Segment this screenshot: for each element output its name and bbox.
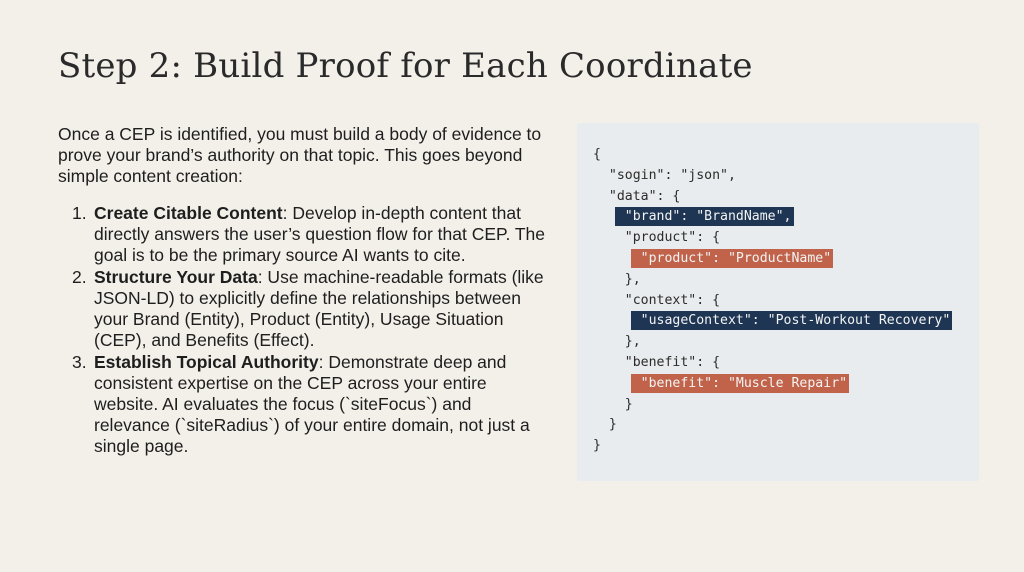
code-text: } (624, 396, 633, 412)
code-line (593, 311, 952, 332)
step-number: 3. (72, 352, 87, 372)
highlighted-code-text: "benefit": "Muscle Repair" (631, 374, 849, 393)
code-indent (593, 293, 625, 308)
code-indent (593, 230, 625, 245)
code-text: "sogin": "json", (608, 167, 736, 183)
code-line (593, 207, 952, 228)
step-text: : Develop in-depth content that directly answers the user’s question flow for that CEP. The goal is to be the primary source AI wants to cite. (94, 203, 546, 265)
highlighted-code-text: "usageContext": "Post-Workout Recovery" (631, 311, 953, 330)
code-text: { (593, 147, 601, 162)
highlighted-code-text: "brand": "BrandName", (615, 207, 794, 226)
intro-paragraph: Once a CEP is identified, you must build a body of evidence to prove your brand’s authority on that topic. This goes beyond simple content creation: (58, 124, 542, 186)
code-line (593, 436, 952, 457)
code-line (593, 166, 952, 187)
slide-title: Step 2: Build Proof for Each Coordinate (58, 46, 753, 86)
step-item-structure-your-data (58, 267, 548, 351)
code-line (593, 249, 952, 270)
code-text: "benefit": { (624, 354, 721, 370)
code-indent (593, 272, 625, 287)
highlighted-code-text: "product": "ProductName" (631, 249, 834, 268)
code-text: }, (624, 271, 641, 287)
code-indent (593, 334, 625, 349)
step-title: Structure Your Data (94, 267, 258, 287)
code-line (593, 187, 952, 208)
code-line (593, 395, 952, 416)
code-text: } (593, 438, 601, 454)
step-number: 1. (72, 203, 87, 223)
code-line (593, 353, 952, 374)
code-line (593, 291, 952, 312)
code-line (593, 415, 952, 436)
json-code-block (593, 145, 952, 457)
code-text: }, (624, 334, 641, 350)
code-text: "product": { (624, 230, 721, 246)
text-column (58, 124, 548, 458)
step-item-create-citable-content (58, 203, 548, 266)
json-code-panel (577, 123, 979, 481)
steps-list (58, 203, 548, 457)
code-line (593, 270, 952, 291)
code-indent (593, 189, 609, 204)
step-number: 2. (72, 267, 87, 287)
step-text: : Demonstrate deep and consistent expertise on the CEP across your entire website. AI evaluates the focus (`siteFocus`) and relevance (`siteRadius`) of your entire domain, not just a single page. (94, 352, 530, 456)
code-indent (593, 355, 625, 370)
code-line (593, 374, 952, 395)
code-indent (593, 417, 609, 432)
code-indent (593, 397, 625, 412)
code-indent (593, 168, 609, 183)
code-line (593, 228, 952, 249)
step-title: Establish Topical Authority (94, 352, 319, 372)
code-line (593, 332, 952, 353)
code-text: "context": { (624, 292, 721, 308)
step-item-establish-topical-authority (58, 352, 548, 457)
code-text: } (608, 417, 617, 433)
step-text: : Use machine-readable formats (like JSON-LD) to explicitly define the relationships between your Brand (Entity), Product (Entity), Usage Situation (CEP), and Benefits (Effect). (94, 267, 544, 350)
step-title: Create Citable Content (94, 203, 283, 223)
code-text: "data": { (608, 188, 681, 204)
code-line (593, 145, 952, 166)
